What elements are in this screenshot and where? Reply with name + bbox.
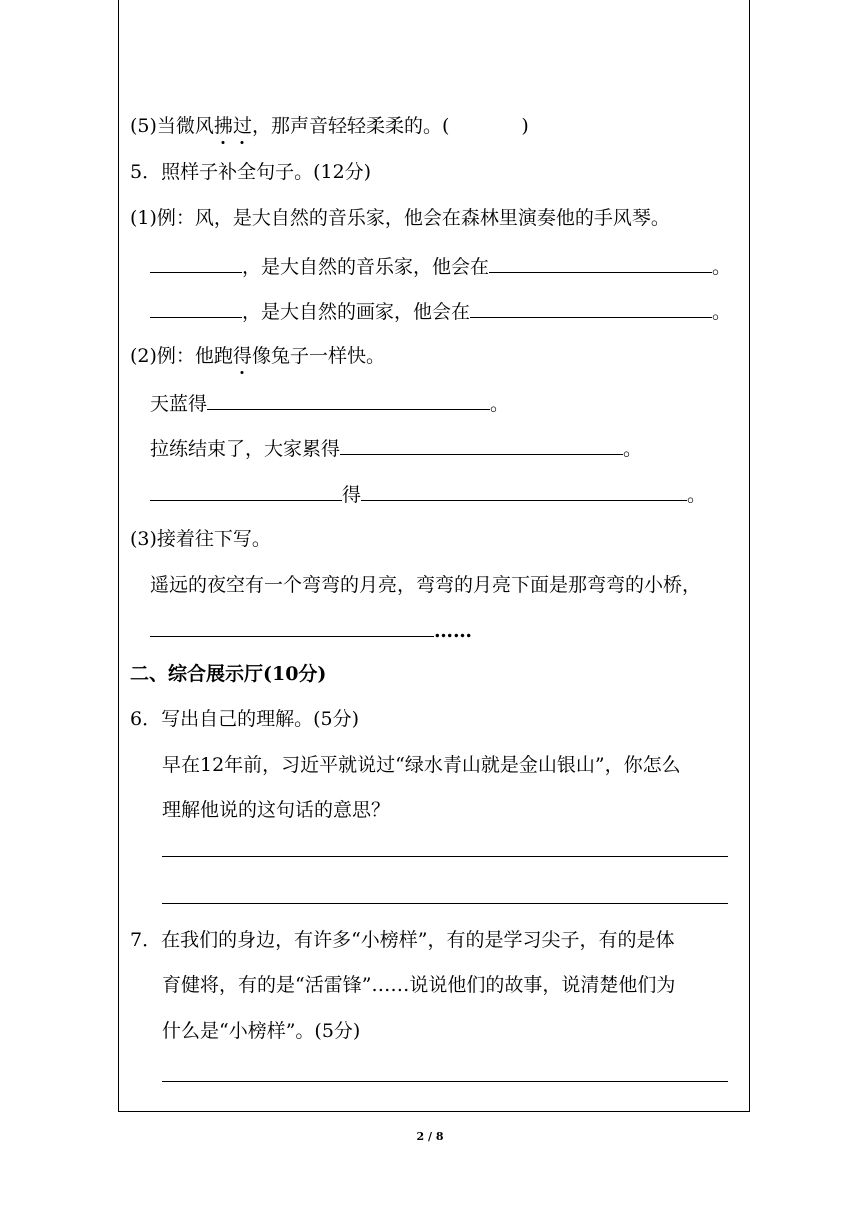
q5-sub3-title: (3)接着往下写。 bbox=[130, 528, 271, 550]
q5-sub1-line1 bbox=[150, 253, 731, 279]
period: 。 bbox=[712, 256, 732, 278]
q7-line3: 什么是“小榜样”。(5分) bbox=[162, 1020, 361, 1042]
emphasis-char: 拂 bbox=[213, 115, 233, 137]
q6-title: 6．写出自己的理解。(5分) bbox=[130, 708, 360, 730]
q4-item5-close: ) bbox=[521, 115, 529, 137]
q5-sub1-line2-text: ，是大自然的画家，他会在 bbox=[242, 301, 471, 323]
emphasis-char: 过 bbox=[232, 115, 252, 137]
answer-blank[interactable] bbox=[489, 253, 712, 273]
answer-blank[interactable] bbox=[207, 390, 490, 410]
page-number: 2 / 8 bbox=[416, 1130, 444, 1143]
q4-item5 bbox=[130, 114, 529, 138]
answer-blank[interactable] bbox=[150, 253, 242, 273]
q5-sub3-answer bbox=[150, 617, 472, 643]
q5-sub1-line1-text: ，是大自然的音乐家，他会在 bbox=[242, 256, 490, 278]
q5-sub2-example-post: 像兔子一样快。 bbox=[251, 345, 385, 367]
q5-sub2-line1-text: 天蓝得 bbox=[150, 393, 208, 415]
q5-sub2-example-pre: (2)例：他跑 bbox=[130, 345, 233, 367]
answer-blank[interactable] bbox=[470, 298, 712, 318]
q5-sub2-example bbox=[130, 344, 385, 368]
q5-sub2-line1 bbox=[150, 390, 509, 416]
answer-blank[interactable] bbox=[150, 481, 342, 501]
q5-sub3-text: 遥远的夜空有一个弯弯的月亮，弯弯的月亮下面是那弯弯的小桥， bbox=[150, 574, 702, 596]
q6-line1: 早在12年前，习近平就说过“绿水青山就是金山银山”，你怎么 bbox=[162, 754, 681, 776]
q7-line2: 育健将，有的是“活雷锋”……说说他们的故事，说清楚他们为 bbox=[162, 974, 676, 996]
q5-sub2-line2-text: 拉练结束了，大家累得 bbox=[150, 438, 341, 460]
q5-sub1-example: (1)例：风，是大自然的音乐家，他会在森林里演奏他的手风琴。 bbox=[130, 207, 670, 229]
q7-line1: 7．在我们的身边，有许多“小榜样”，有的是学习尖子，有的是体 bbox=[130, 929, 675, 951]
answer-line[interactable] bbox=[162, 903, 728, 904]
q4-item5-post: ，那声音轻轻柔柔的。( bbox=[251, 115, 450, 137]
period: 。 bbox=[490, 393, 510, 415]
q5-sub1-line2 bbox=[150, 298, 731, 324]
period: 。 bbox=[712, 301, 732, 323]
answer-blank[interactable] bbox=[361, 481, 687, 501]
q5-sub2-line3-text: 得 bbox=[342, 484, 362, 506]
period: 。 bbox=[687, 484, 707, 506]
emphasis-char: 得 bbox=[232, 345, 252, 367]
ellipsis: …… bbox=[434, 620, 472, 642]
q5-sub2-line2 bbox=[150, 435, 642, 461]
section2-title: 二、综合展示厅(10分) bbox=[130, 663, 327, 685]
answer-line[interactable] bbox=[162, 856, 728, 857]
period: 。 bbox=[623, 438, 643, 460]
answer-blank[interactable] bbox=[150, 298, 242, 318]
answer-blank[interactable] bbox=[340, 435, 623, 455]
q5-sub2-line3 bbox=[150, 481, 706, 507]
answer-blank[interactable] bbox=[150, 617, 434, 637]
q5-title: 5．照样子补全句子。(12分) bbox=[130, 161, 372, 183]
answer-line[interactable] bbox=[162, 1081, 728, 1082]
q6-line2: 理解他说的这句话的意思？ bbox=[162, 799, 391, 821]
q4-item5-pre: (5)当微风 bbox=[130, 115, 214, 137]
